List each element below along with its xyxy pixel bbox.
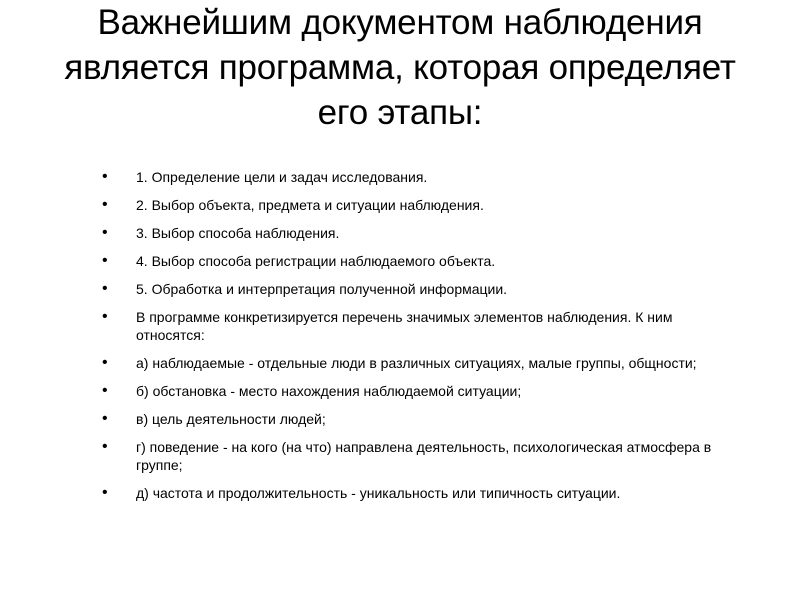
- list-item-text: б) обстановка - место нахождения наблюдаемой ситуации;: [136, 383, 522, 399]
- list-item: [102, 196, 722, 214]
- list-item-text: 5. Обработка и интерпретация полученной информации.: [136, 281, 508, 297]
- list-item: [102, 382, 722, 400]
- list-item: [102, 224, 722, 242]
- list-item-text: г) поведение - на кого (на что) направлена деятельность, психологическая атмосфера в группе;: [136, 439, 712, 473]
- bullet-icon: •: [102, 484, 108, 501]
- list-item: [102, 410, 722, 428]
- list-item-text: д) частота и продолжительность - уникальность или типичность ситуации.: [136, 485, 621, 501]
- list-item: [102, 308, 722, 344]
- list-item-text: 4. Выбор способа регистрации наблюдаемого объекта.: [136, 253, 496, 269]
- list-item: [102, 354, 722, 372]
- list-item: [102, 438, 722, 474]
- list-item-text: а) наблюдаемые - отдельные люди в различных ситуациях, малые группы, общности;: [136, 355, 697, 371]
- bullet-icon: •: [102, 196, 108, 213]
- bullet-icon: •: [102, 410, 108, 427]
- list-item: [102, 252, 722, 270]
- bullet-icon: •: [102, 308, 108, 325]
- list-item: [102, 168, 722, 186]
- list-item: [102, 280, 722, 298]
- bullet-icon: •: [102, 252, 108, 269]
- bullet-icon: •: [102, 354, 108, 371]
- list-item-text: В программе конкретизируется перечень значимых элементов наблюдения. К ним относятся:: [136, 309, 673, 343]
- bullet-icon: •: [102, 438, 108, 455]
- bullet-icon: •: [102, 382, 108, 399]
- slide-title: Важнейшим документом наблюдения является программа, которая определяет его этапы:: [64, 3, 736, 132]
- list-item-text: 3. Выбор способа наблюдения.: [136, 225, 340, 241]
- bullet-icon: •: [102, 168, 108, 185]
- bullet-icon: •: [102, 224, 108, 241]
- bullet-list: [102, 168, 722, 512]
- list-item-text: в) цель деятельности людей;: [136, 411, 326, 427]
- list-item: [102, 484, 722, 502]
- bullet-icon: •: [102, 280, 108, 297]
- list-item-text: 2. Выбор объекта, предмета и ситуации наблюдения.: [136, 197, 484, 213]
- list-item-text: 1. Определение цели и задач исследования.: [136, 169, 428, 185]
